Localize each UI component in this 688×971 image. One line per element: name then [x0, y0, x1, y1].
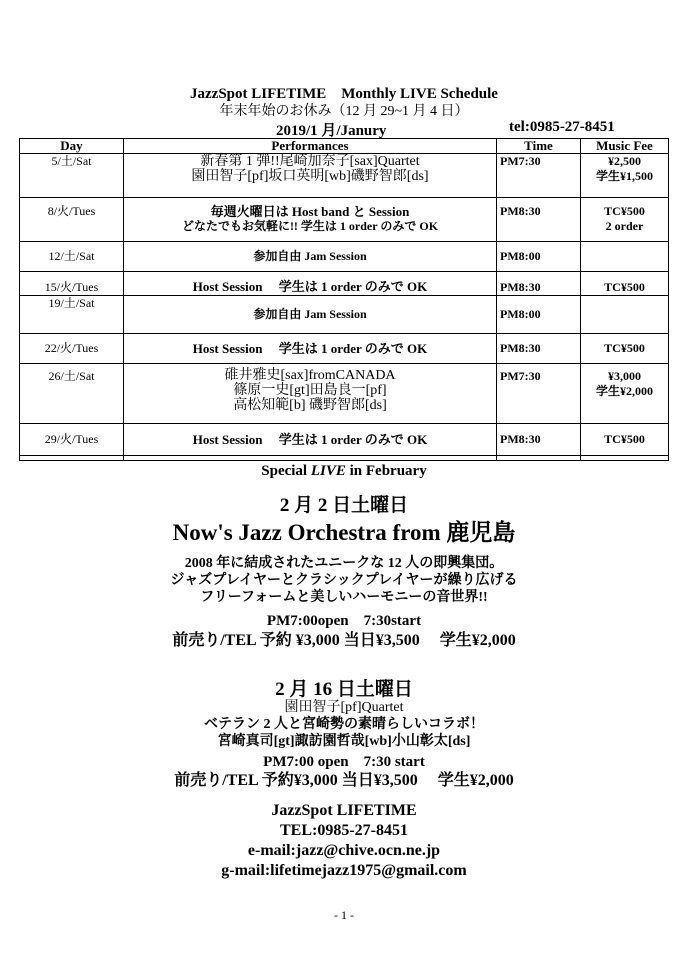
row-day: 26/土/Sat [20, 364, 124, 424]
table-row [20, 364, 669, 424]
contact-tel: TEL:0985-27-8451 [280, 822, 408, 839]
row-fee: TC¥500 [581, 424, 669, 456]
performance-line: Host Session 学生は 1 order のみで OK [192, 279, 428, 294]
time-label: PM8:30 [500, 204, 541, 218]
special-prefix: Special [261, 463, 311, 479]
holiday-notice: 年末年始のお休み（12 月 29~1 月 4 日） [219, 104, 469, 119]
empty-cell [124, 456, 497, 461]
performance-line: 毎週火曜日は Host band と Session [210, 204, 410, 219]
table-row [20, 272, 669, 296]
special-italic: LIVE [310, 463, 346, 479]
performance-line: 新春第 1 弾!!尾崎加奈子[sax]Quartet [200, 154, 420, 169]
feature2-line: ベテラン 2 人と宮崎勢の素晴らしいコラボ！ [204, 717, 484, 732]
row-day: 19/土/Sat [20, 296, 124, 334]
row-performance [124, 154, 497, 198]
row-performance: 参加自由 Jam Session [124, 296, 497, 334]
row-day: 22/火/Tues [20, 334, 124, 364]
row-performance: 参加自由 Jam Session [124, 242, 497, 272]
feature2-time: PM7:00 open 7:30 start [263, 754, 425, 770]
performance-line: 篠原一史[gt]田島良一[pf] [233, 383, 387, 398]
special-live-heading [0, 463, 688, 480]
performance-line: 園田智子[pf]坂口英明[wb]磯野智郎[ds] [191, 169, 429, 184]
table-row [20, 296, 669, 334]
row-fee [581, 154, 669, 198]
day-label: 8/火/Tues [47, 204, 96, 218]
row-time: PM8:00 [497, 242, 581, 272]
feature1-desc-line: フリーフォームと美しいハーモニーの音世界!! [200, 590, 488, 605]
feature1-date: 2 月 2 日土曜日 [279, 495, 409, 516]
row-time: PM7:30 [497, 364, 581, 424]
row-performance [124, 198, 497, 242]
feature1-description [0, 555, 688, 606]
table-row [20, 334, 669, 364]
header-time: Time [497, 139, 581, 154]
row-fee [581, 296, 669, 334]
row-fee [581, 242, 669, 272]
feature2-line: 宮崎真司[gt]諏訪園哲哉[wb]小山彰太[ds] [217, 734, 471, 749]
row-performance [124, 334, 497, 364]
row-performance [124, 364, 497, 424]
table-row [20, 242, 669, 272]
contact-name: JazzSpot LIFETIME [271, 802, 417, 819]
performance-line: Host Session 学生は 1 order のみで OK [192, 431, 428, 447]
row-day: 15/火/Tues [20, 272, 124, 296]
month-label: 2019/1 月/Janury [276, 123, 387, 139]
feature2-details [0, 699, 688, 750]
header-day: Day [20, 139, 124, 154]
table-header-row [20, 139, 669, 154]
row-fee [581, 198, 669, 242]
fee-line: 学生¥2,000 [595, 384, 653, 398]
feature2-line: 園田智子[pf]Quartet [284, 700, 404, 715]
empty-cell [497, 456, 581, 461]
row-performance [124, 272, 497, 296]
contact-email: e-mail:jazz@chive.ocn.ne.jp [247, 842, 441, 859]
row-time: PM7:30 [497, 154, 581, 198]
page-number: - 1 - [334, 908, 354, 922]
row-time: PM8:30 [497, 424, 581, 456]
fee-line: 学生¥1,500 [595, 169, 653, 183]
empty-cell [581, 456, 669, 461]
contact-block [0, 801, 688, 881]
row-performance [124, 424, 497, 456]
fee-line: ¥3,000 [608, 369, 641, 383]
row-time: PM8:30 [497, 334, 581, 364]
row-day [20, 198, 124, 242]
schedule-title: JazzSpot LIFETIME Monthly LIVE Schedule [190, 86, 498, 102]
schedule-table [19, 138, 669, 461]
row-fee: TC¥500 [581, 334, 669, 364]
fee-line: ¥2,500 [608, 154, 641, 168]
row-time [497, 198, 581, 242]
header-performances: Performances [124, 139, 497, 154]
row-fee: TC¥500 [581, 272, 669, 296]
fee-line: 2 order [605, 219, 644, 233]
row-day: 29/火/Tues [20, 424, 124, 456]
table-row [20, 424, 669, 456]
performance-line: 碓井雅史[sax]fromCANADA [224, 368, 396, 383]
performance-line: どなたでもお気軽に!! 学生は 1 order のみで OK [181, 219, 439, 233]
contact-gmail: g-mail:lifetimejazz1975@gmail.com [221, 862, 467, 879]
feature1-price: 前売り/TEL 予約 ¥3,000 当日¥3,500 学生¥2,000 [172, 632, 516, 649]
performance-line: 高松知範[b] 磯野智郎[ds] [233, 398, 387, 413]
feature1-title: Now's Jazz Orchestra from 鹿児島 [172, 520, 516, 545]
row-time: PM8:30 [497, 272, 581, 296]
feature1-desc-line: 2008 年に結成されたユニークな 12 人の即興集団。 [184, 556, 504, 571]
phone-number: tel:0985-27-8451 [509, 119, 615, 135]
feature2-date: 2 月 16 日土曜日 [275, 679, 413, 700]
special-suffix: in February [345, 463, 427, 479]
table-row [20, 198, 669, 242]
header-fee: Music Fee [581, 139, 669, 154]
feature2-price: 前売り/TEL 予約¥3,000 当日¥3,500 学生¥2,000 [174, 772, 514, 789]
row-day: 5/土/Sat [20, 154, 124, 198]
empty-cell [20, 456, 124, 461]
fee-line: TC¥500 [604, 204, 645, 218]
feature1-desc-line: ジャズプレイヤーとクラシックプレイヤーが繰り広げる [170, 573, 518, 588]
table-row [20, 154, 669, 198]
row-time: PM8:00 [497, 296, 581, 334]
performance-line: Host Session 学生は 1 order のみで OK [192, 340, 428, 356]
feature1-time: PM7:00open 7:30start [266, 613, 422, 629]
table-row-empty [20, 456, 669, 461]
row-day: 12/土/Sat [20, 242, 124, 272]
row-fee [581, 364, 669, 424]
